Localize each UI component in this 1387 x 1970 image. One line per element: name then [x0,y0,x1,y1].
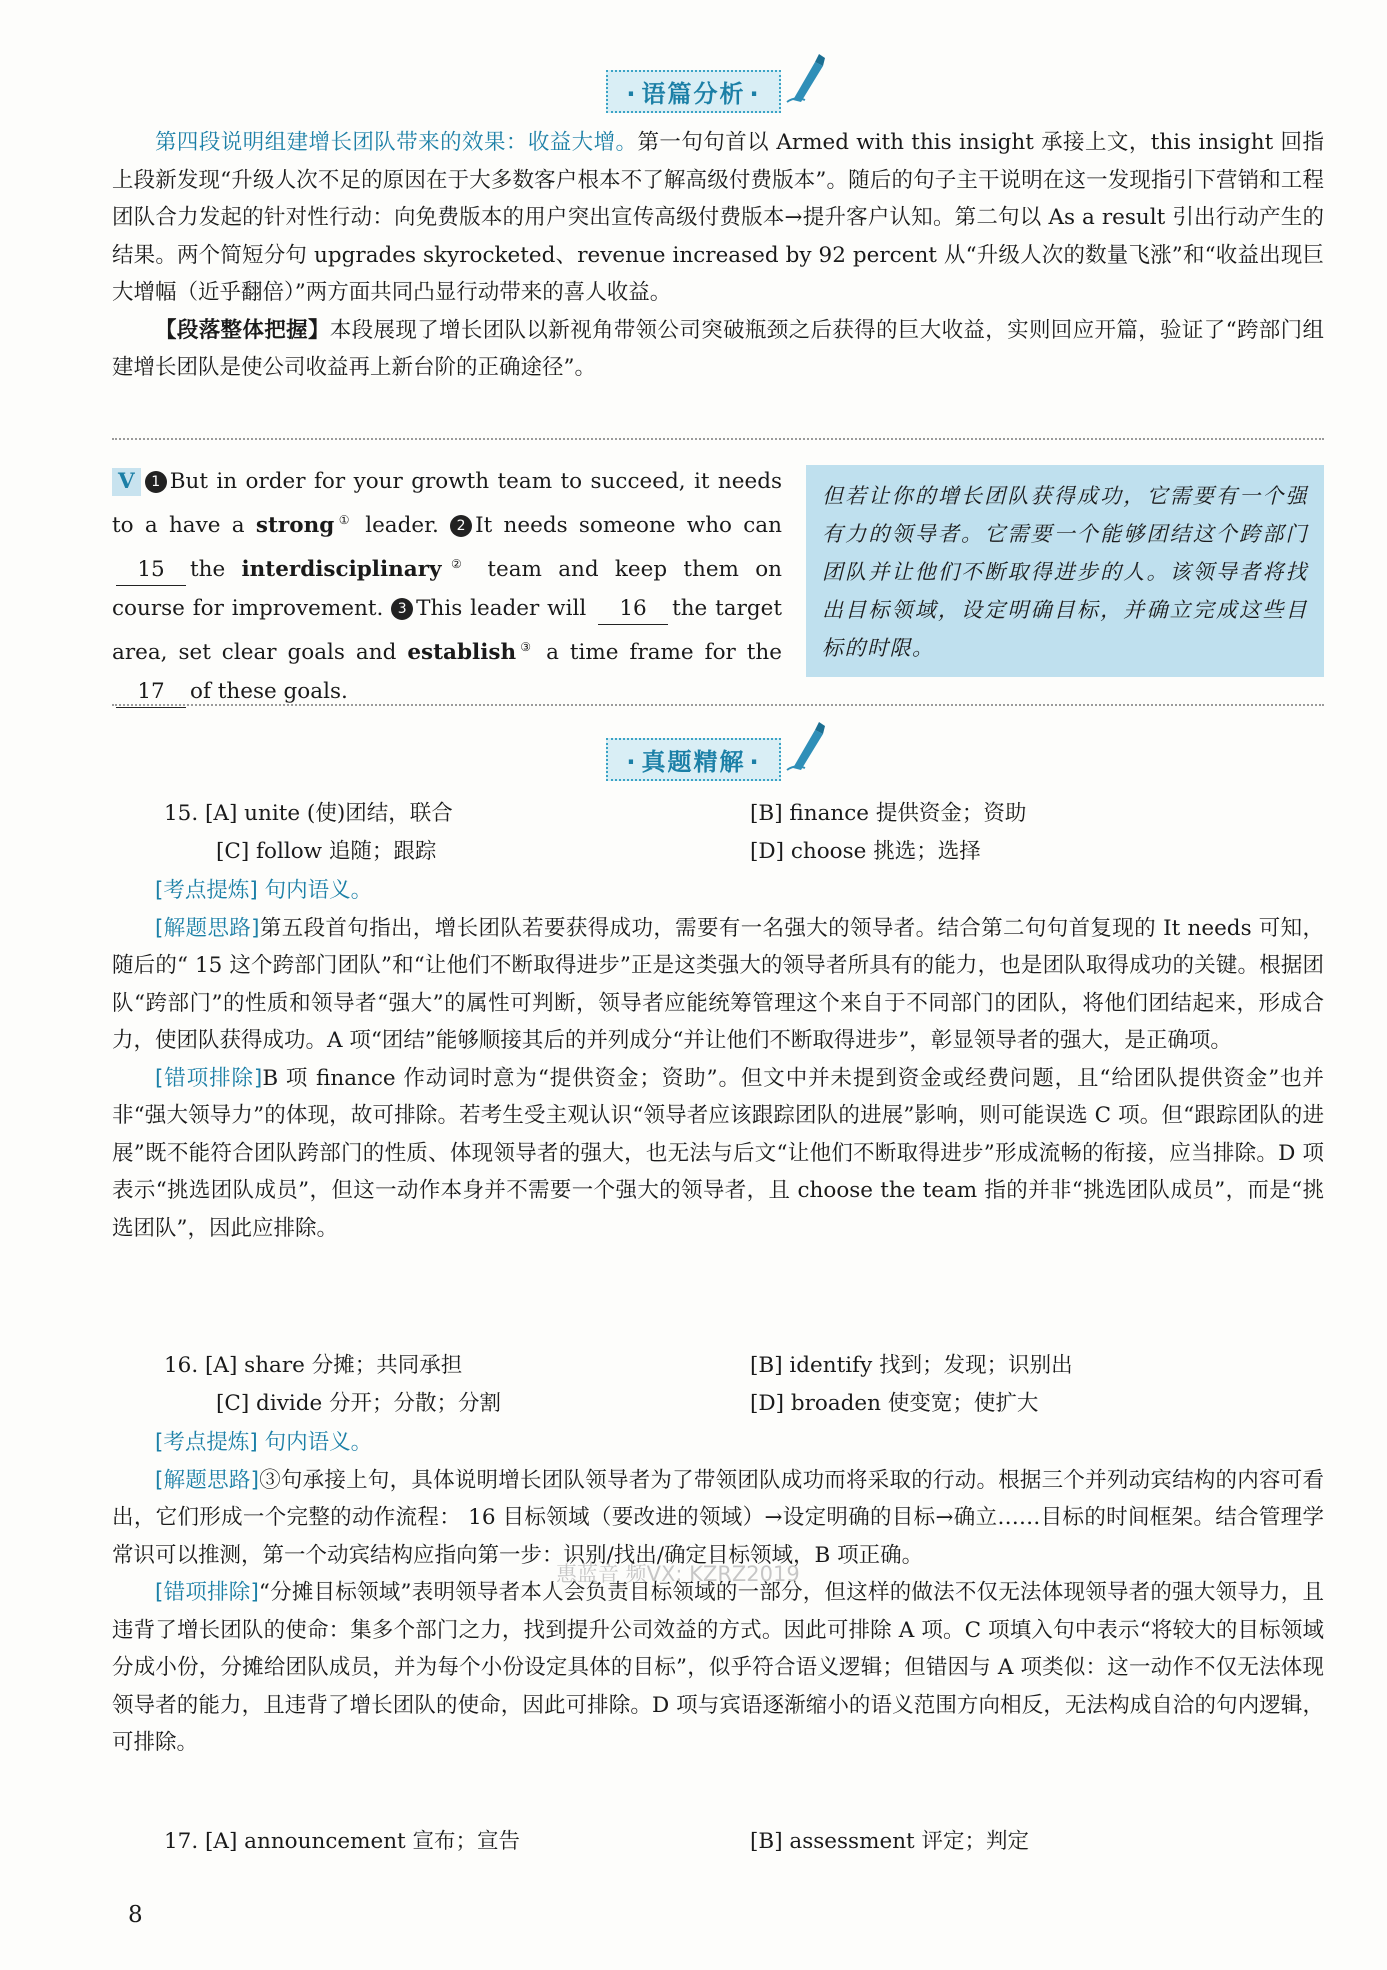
q15-jt-label: [解题思路] [155,915,260,941]
pen-icon [785,720,829,772]
q17-option-b: [B] assessment 评定；判定 [750,1829,1030,1854]
q16-option-b: [B] identify 找到；发现；识别出 [750,1353,1073,1378]
passage-s3a: This leader will [416,596,587,622]
blank-15[interactable]: 15 [116,555,186,586]
grasp-label: 【段落整体把握】 [155,317,330,343]
q15-option-d: [D] choose 挑选；选择 [750,839,981,864]
circled-1: 1 [145,471,167,493]
q15-explanation [112,872,1324,1247]
passage-s1b: leader. [365,513,439,539]
translation-box: 但若让你的增长团队获得成功，它需要有一个强有力的领导者。它需要一个能够团结这个跨部门团队并让他们不断取得进步的人。该领导者将找出目标领域，设定明确目标，并确立完成这些目标的时限。 [806,465,1324,677]
grasp-text: 本段展现了增长团队以新视角带领公司突破瓶颈之后获得的巨大收益，实则回应开篇，验证了“跨部门组建增长团队是使公司收益再上新台阶的正确途径”。 [112,317,1324,380]
q15-jt: 第五段首句指出，增长团队若要获得成功，需要有一名强大的领导者。结合第二句句首复现的 It needs 可知，随后的“ 15 这个跨部门团队”和“让他们不断取得进步”正是这类强大的领导者所具有的能力，也是团队取得成功的关键。根据团队“跨部门”的性质和领导者“强大”的属性可判断，领导者应能统筹管理这个来自于不同部门的团队，将他们团结起来，形成合力，使团队获得成功。A 项“团结”能够顺接其后的并列成分“并让他们不断取得进步”，彰显领导者的强大，是正确项。 [112,915,1325,1053]
watermark: 惠蓝音 频VX: KZRZ2019 [556,1562,800,1586]
q16-cx: “分摊目标领域”表明领导者本人会负责目标领域的一部分，但这样的做法不仅无法体现领导者的强大领导力，且违背了增长团队的使命：集多个部门之力，找到提升公司效益的方式。因此可排除 A 项。C 项填入句中表示“将较大的目标领域分成小份，分摊给团队成员，并为每个小份设定具体的目标”，似乎符合语义逻辑；但错因与 A 项类似：这一动作不仅无法体现领导者的能力，且违背了增长团队的使命，因此可排除。D 项与宾语逐渐缩小的语义范围方向相反，无法构成自洽的句内逻辑，可排除。 [112,1580,1324,1755]
page-number: 8 [128,1902,143,1928]
q15-kd-label: [考点提炼] [155,878,258,903]
passage-s2b: the [190,557,226,583]
q16-cx-label: [错项排除] [155,1580,259,1605]
analysis-tag-label: 语篇分析 [641,80,746,108]
q16-jt-label: [解题思路] [155,1467,259,1493]
vocab-establish: establish [407,640,517,666]
q17-option-a: 17. [A] announcement 宣布；宣告 [164,1829,521,1854]
q15-option-b: [B] finance 提供资金；资助 [750,801,1027,826]
q15-cx: B 项 finance 作动词时意为“提供资金；资助”。但文中并未提到资金或经费问题，且“给团队提供资金”也并非“强大领导力”的体现，故可排除。若考生受主观认识“领导者应该跟踪团队的进展”影响，则可能误选 C 项。但“跟踪团队的进展”既不能符合团队跨部门的性质、体现领导者的强大，也无法与后文“让他们不断取得进步”形成流畅的衔接，应当排除。D 项表示“挑选团队成员”，但这一动作本身并不需要一个强大的领导者，且 choose the team 指的并非“挑选团队成员”，而是“挑选团队”，因此应排除。 [112,1065,1325,1241]
q16-jt: ③句承接上句，具体说明增长团队领导者为了带领团队成功而将采取的行动。根据三个并列动宾结构的内容可看出，它们形成一个完整的动作流程： 16 目标领域（要改进的领域）→设定明确的目标→确立……目标的时间框架。结合管理学常识可以推测，第一个动宾结构应指向第一步：识别/找出/确定目标领域，B 项正确。 [112,1467,1324,1568]
passage-v: V 1 But in order for your growth team to succeed, it needs to a have a strong① leader. 2 It needs someone who can15 the interdisciplinary② team and keep them on course for improvement. 3 This leader will 16 the target area, set clear goals and establish③ a time frame for the17 of these goals. [112,462,782,711]
q16-kd-label: [考点提炼] [155,1430,258,1455]
exam-tag-wrap [0,738,1387,781]
q16-explanation [112,1424,1324,1762]
para4-body: 第一句句首以 Armed with this insight 承接上文，this insight 回指上段新发现“升级人次不足的原因在于大多数客户根本不了解高级付费版本”。随后的句子主干说明在这一发现指引下营销和工程团队合力发起的针对性行动：向免费版本的用户突出宣传高级付费版本→提升客户认知。第二句以 As a result 引出行动产生的结果。两个简短分句 upgrades skyrocketed、revenue increased by 92 percent 从“升级人次的数量飞涨”和“收益出现巨大增幅（近乎翻倍）”两方面共同凸显行动带来的喜人收益。 [112,130,1324,305]
circled-2: 2 [450,515,472,537]
divider [112,704,1324,706]
blank-16[interactable]: 16 [598,594,668,625]
roman-numeral: V [112,468,141,496]
passage-s2c: team and keep them on course for improvement. [112,557,782,622]
exam-tag: · 真题精解 · [606,738,780,781]
para4-analysis [112,124,1324,387]
q15-option-a: 15. [A] unite (使)团结，联合 [164,801,453,826]
analysis-tag-wrap [0,70,1387,113]
vocab-strong: strong [255,513,335,539]
passage-s1: But in order for your growth team to succeed, it needs to a have a [112,469,782,539]
para4-lead: 第四段说明组建增长团队带来的效果：收益大增。 [155,130,638,155]
passage-s3c: a time frame for the [546,640,782,666]
vocab-interdisciplinary: interdisciplinary [241,557,442,583]
blank-17[interactable]: 17 [116,677,186,708]
passage-s3d: of these goals. [190,679,348,705]
q16-option-d: [D] broaden 使变宽；使扩大 [750,1391,1039,1416]
q16-option-c: [C] divide 分开；分散；分割 [216,1391,502,1416]
pen-icon [785,52,829,104]
q15-cx-label: [错项排除] [155,1065,263,1091]
q15-option-c: [C] follow 追随；跟踪 [216,839,437,864]
circled-3: 3 [391,598,413,620]
q16-option-a: 16. [A] share 分摊；共同承担 [164,1353,463,1378]
q16-kd: 句内语义。 [257,1430,373,1455]
passage-s3b: the target area, set clear goals and [112,596,782,666]
exam-tag-label: 真题精解 [641,748,746,776]
passage-s2a: It needs someone who can [475,513,782,539]
q15-kd: 句内语义。 [257,878,373,903]
analysis-tag: · 语篇分析 · [606,70,780,113]
divider [112,438,1324,440]
